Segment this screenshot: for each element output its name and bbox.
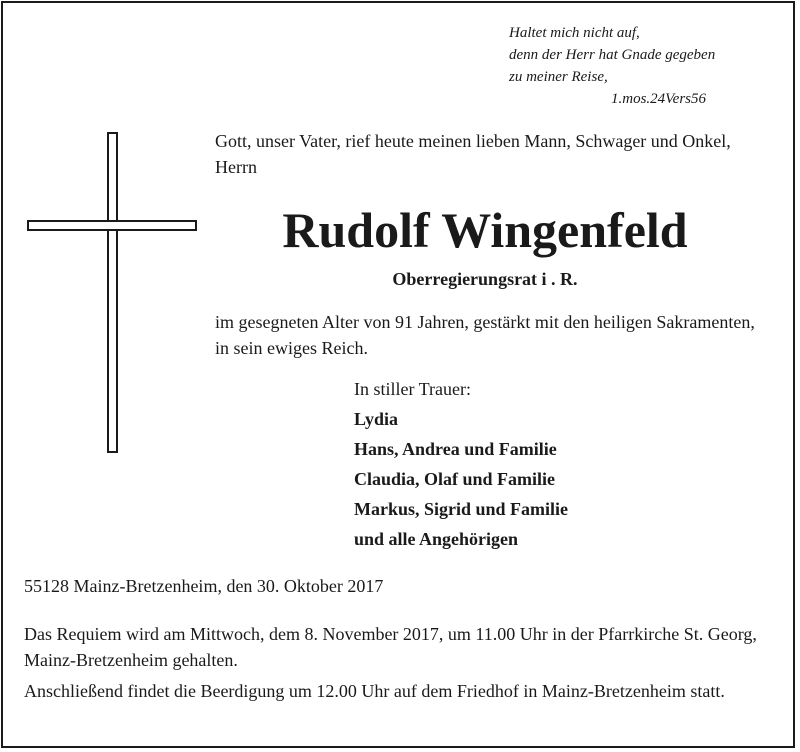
verse-line: zu meiner Reise, xyxy=(509,69,608,85)
bible-verse xyxy=(509,22,715,110)
mourners-list xyxy=(354,374,568,554)
intro-text: Gott, unser Vater, rief heute meinen lieben Mann, Schwager und Onkel, Herrn xyxy=(215,131,731,177)
mourner-name: Claudia, Olaf und Familie xyxy=(354,469,556,489)
deceased-name: Rudolf Wingenfeld xyxy=(282,202,688,258)
verse-reference: 1.mos.24Vers56 xyxy=(611,91,707,107)
burial-info: Anschließend findet die Beerdigung um 12.00 Uhr auf dem Friedhof in Mainz-Bretzenheim statt. xyxy=(24,681,725,701)
mourner-name: Markus, Sigrid und Familie xyxy=(354,499,569,519)
deceased-title: Oberregierungsrat i . R. xyxy=(392,269,578,289)
age-text: im gesegneten Alter von 91 Jahren, gestärkt mit den heiligen Sakramenten, in sein ewiges Reich. xyxy=(215,312,755,358)
mourner-name: Hans, Andrea und Familie xyxy=(354,439,557,459)
mourner-name: und alle Angehörigen xyxy=(354,529,519,549)
cross-icon xyxy=(27,132,199,454)
mourner-name: Lydia xyxy=(354,409,399,429)
mourners-heading: In stiller Trauer: xyxy=(354,379,471,399)
verse-line: denn der Herr hat Gnade gegeben xyxy=(509,47,716,63)
requiem-info: Das Requiem wird am Mittwoch, dem 8. November 2017, um 11.00 Uhr in der Pfarrkirche St. Georg, Mainz-Bretzenheim gehalten. xyxy=(24,624,757,670)
verse-line: Haltet mich nicht auf, xyxy=(509,25,640,41)
place-date: 55128 Mainz-Bretzenheim, den 30. Oktober 2017 xyxy=(24,576,384,596)
